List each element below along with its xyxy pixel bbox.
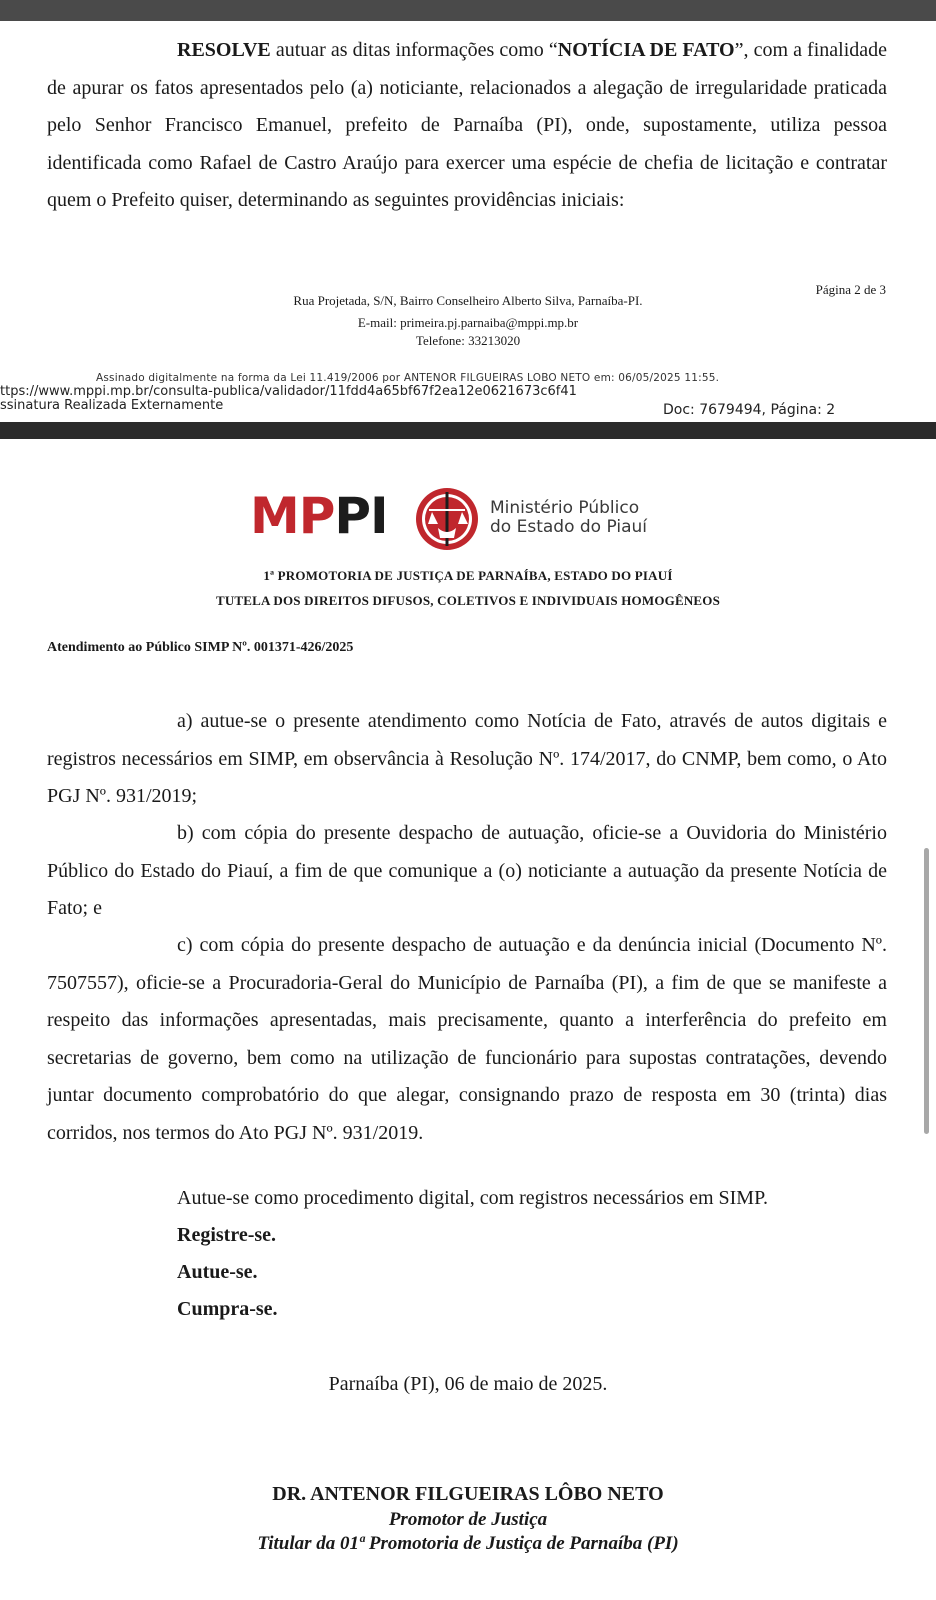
resolve-paragraph	[47, 32, 887, 220]
registre-line: Registre-se.	[177, 1224, 277, 1246]
signatory-name: DR. ANTENOR FILGUEIRAS LÔBO NETO	[272, 1483, 664, 1505]
simp-reference: Atendimento ao Público SIMP Nº. 001371-426/2025	[47, 640, 354, 655]
cumpra-line: Cumpra-se.	[177, 1298, 278, 1320]
date-line: Parnaíba (PI), 06 de maio de 2025.	[328, 1373, 608, 1395]
signatory-role: Promotor de Justiça	[388, 1509, 548, 1530]
tutela-header: TUTELA DOS DIREITOS DIFUSOS, COLETIVOS E INDIVIDUAIS HOMOGÊNEOS	[215, 593, 721, 608]
mppi-logo	[250, 488, 650, 550]
signatory-title: Titular da 01ª Promotoria de Justiça de Parnaíba (PI)	[257, 1533, 679, 1554]
footer-email: E-mail: primeira.pj.parnaiba@mppi.mp.br	[357, 315, 579, 330]
external-signature-note: ssinatura Realizada Externamente	[0, 398, 224, 413]
logo-wordmark: MPPI	[250, 487, 388, 545]
promotoria-header: 1ª PROMOTORIA DE JUSTIÇA DE PARNAÍBA, ESTADO DO PIAUÍ	[263, 568, 673, 583]
doc-reference: Doc: 7679494, Página: 2	[663, 402, 836, 418]
top-dark-bar	[0, 0, 936, 21]
resolve-text-2: ”, com a finalidade de apurar os fatos apresentados pelo (a) noticiante, relacionados a alegação de irregularidade praticada pelo Senhor Francisco Emanuel, prefeito de Parnaíba (PI), onde, supostamente, utiliza pessoa identificada como Rafael de Castro Araújo para exercer uma espécie de chefia de licitação e contratar quem o Prefeito quiser, determinando as seguintes providências iniciais:	[47, 39, 887, 211]
item-c-paragraph: c) com cópia do presente despacho de autuação e da denúncia inicial (Documento Nº. 7507557), oficie-se a Procuradoria-Geral do Município de Parnaíba (PI), a fim de que se manifeste a respeito das informações apresentadas, mais precisamente, quanto a interferência do prefeito em secretarias de governo, bem como na utilização de funcionário para supostas contratações, devendo juntar documento comprobatório do que alegar, consignando prazo de resposta em 30 (trinta) dias corridos, nos termos do Ato PGJ Nº. 931/2019.	[47, 934, 887, 1144]
scrollbar-thumb[interactable]	[924, 848, 929, 1134]
resolve-bold: RESOLVE	[177, 39, 271, 61]
digital-signature-note: Assinado digitalmente na forma da Lei 11.419/2006 por ANTENOR FILGUEIRAS LOBO NETO em: 06/05/2025 11:55.	[96, 372, 720, 384]
justice-seal-icon	[414, 486, 480, 552]
page-number: Página 2 de 3	[815, 282, 886, 297]
item-a-paragraph: a) autue-se o presente atendimento como Notícia de Fato, através de autos digitais e registros necessários em SIMP, em observância à Resolução Nº. 174/2017, do CNMP, bem como, o Ato PGJ Nº. 931/2019;	[47, 710, 887, 807]
autue-digital-line: Autue-se como procedimento digital, com registros necessários em SIMP.	[177, 1187, 768, 1209]
footer-address: Rua Projetada, S/N, Bairro Conselheiro Alberto Silva, Parnaíba-PI.	[293, 293, 643, 308]
institution-name: Ministério Público do Estado do Piauí	[490, 498, 647, 537]
validator-link[interactable]: ttps://www.mppi.mp.br/consulta-publica/validador/11fdd4a65bf67f2ea12e0621673c6f41	[0, 384, 577, 399]
resolve-text-1: autuar as ditas informações como “	[270, 39, 558, 61]
footer-phone: Telefone: 33213020	[415, 333, 521, 348]
item-b-paragraph: b) com cópia do presente despacho de autuação, oficie-se a Ouvidoria do Ministério Público do Estado do Piauí, a fim de que comunique a (o) noticiante a autuação da presente Notícia de Fato; e	[47, 822, 887, 919]
noticia-de-fato-bold: NOTÍCIA DE FATO	[557, 39, 735, 61]
autue-line: Autue-se.	[177, 1261, 258, 1283]
page-separator-bar	[0, 422, 936, 439]
